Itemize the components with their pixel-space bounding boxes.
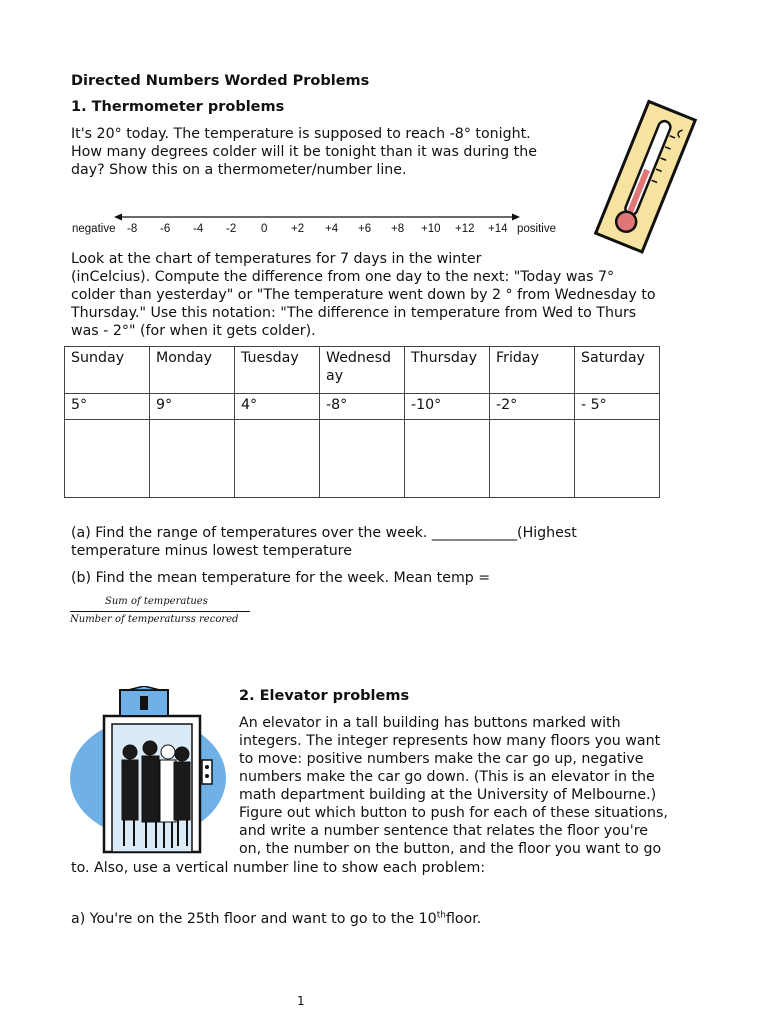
negative-label: negative [72, 223, 116, 235]
table-row [65, 394, 660, 420]
tick-label: +14 [488, 223, 508, 235]
elevator-line: integers. The integer represents how many floors you want [239, 733, 661, 749]
answer-cell[interactable] [575, 420, 660, 498]
tick-label: +10 [421, 223, 441, 235]
table-cell: 9° [150, 394, 235, 420]
elevator-icon [68, 686, 230, 856]
intro-paragraph [71, 125, 537, 179]
table-header-cell: Saturday [575, 347, 660, 394]
tick-label: +8 [391, 223, 405, 235]
table-cell: 5° [65, 394, 150, 420]
question-a-superscript: th [436, 910, 446, 921]
temperature-table [64, 346, 660, 498]
table-cell: -2° [490, 394, 575, 420]
elevator-line: numbers make the car go down. (This is an elevator in the [239, 769, 655, 785]
chart-line: (inCelcius). Compute the difference from one day to the next: "Today was 7° [71, 269, 615, 285]
table-cell: -10° [405, 394, 490, 420]
table-cell: - 5° [575, 394, 660, 420]
elevator-paragraph [239, 714, 668, 858]
elevator-line: Figure out which button to push for each of these situations, [239, 805, 668, 821]
tick-label: 0 [261, 223, 268, 235]
table-header-cell: Tuesday [235, 347, 320, 394]
elevator-line: on, the number on the button, and the floor you want to go [239, 841, 662, 857]
tick-label: -6 [160, 223, 171, 235]
tick-label: -8 [127, 223, 138, 235]
tick-label: -4 [193, 223, 204, 235]
table-row-empty [65, 420, 660, 498]
fraction-numerator: Sum of temperatues [105, 596, 208, 607]
tick-label: +4 [325, 223, 339, 235]
table-header-cell: Friday [490, 347, 575, 394]
question-a-suffix: floor. [445, 911, 482, 927]
elevator-last-line: to. Also, use a vertical number line to show each problem: [71, 860, 486, 876]
table-cell: -8° [320, 394, 405, 420]
positive-label: positive [517, 223, 556, 235]
chart-line: Look at the chart of temperatures for 7 days in the winter [71, 251, 482, 267]
table-header-cell: Wednesday [320, 347, 405, 394]
page-number: 1 [297, 994, 305, 1008]
chart-paragraph [71, 250, 656, 340]
thermometer-icon [592, 98, 700, 258]
answer-cell[interactable] [235, 420, 320, 498]
intro-line: It's 20° today. The temperature is supposed to reach -8° tonight. [71, 126, 531, 142]
number-line [70, 210, 562, 240]
chart-line: was - 2°" (for when it gets colder). [71, 323, 316, 339]
number-line-axis [70, 210, 562, 224]
answer-cell[interactable] [405, 420, 490, 498]
table-header-cell: Sunday [65, 347, 150, 394]
elevator-line: An elevator in a tall building has buttons marked with [239, 715, 621, 731]
chart-line: Thursday." Use this notation: "The difference in temperature from Wed to Thurs [71, 305, 637, 321]
number-line-labels [70, 223, 562, 239]
answer-cell[interactable] [320, 420, 405, 498]
question-line: temperature minus lowest temperature [71, 543, 352, 559]
table-cell: 4° [235, 394, 320, 420]
intro-line: day? Show this on a thermometer/number line. [71, 162, 407, 178]
fraction-bar [70, 611, 250, 612]
table-row [65, 347, 660, 394]
question-a-prefix: a) You're on the 25th floor and want to go to the 10 [71, 911, 437, 927]
elevator-question-a [71, 910, 481, 928]
table-header-cell: Monday [150, 347, 235, 394]
question-line: (a) Find the range of temperatures over the week. ____________(Highest [71, 525, 577, 541]
question-a [71, 524, 577, 560]
answer-cell[interactable] [490, 420, 575, 498]
answer-cell[interactable] [150, 420, 235, 498]
tick-label: +6 [358, 223, 372, 235]
question-b: (b) Find the mean temperature for the week. Mean temp = [71, 570, 491, 586]
tick-label: +2 [291, 223, 305, 235]
chart-line: colder than yesterday" or "The temperature went down by 2 ° from Wednesday to [71, 287, 656, 303]
intro-line: How many degrees colder will it be tonight than it was during the [71, 144, 537, 160]
mean-fraction [70, 596, 252, 630]
elevator-line: math department building at the University of Melbourne.) [239, 787, 657, 803]
document-title: Directed Numbers Worded Problems [71, 73, 370, 89]
elevator-line: and write a number sentence that relates the floor you're [239, 823, 648, 839]
tick-label: +12 [455, 223, 475, 235]
section2-heading: 2. Elevator problems [239, 688, 410, 704]
fraction-denominator: Number of temperaturss recored [70, 614, 239, 625]
elevator-line: to move: positive numbers make the car go up, negative [239, 751, 644, 767]
answer-cell[interactable] [65, 420, 150, 498]
tick-label: -2 [226, 223, 237, 235]
section1-heading: 1. Thermometer problems [71, 99, 285, 115]
table-header-cell: Thursday [405, 347, 490, 394]
